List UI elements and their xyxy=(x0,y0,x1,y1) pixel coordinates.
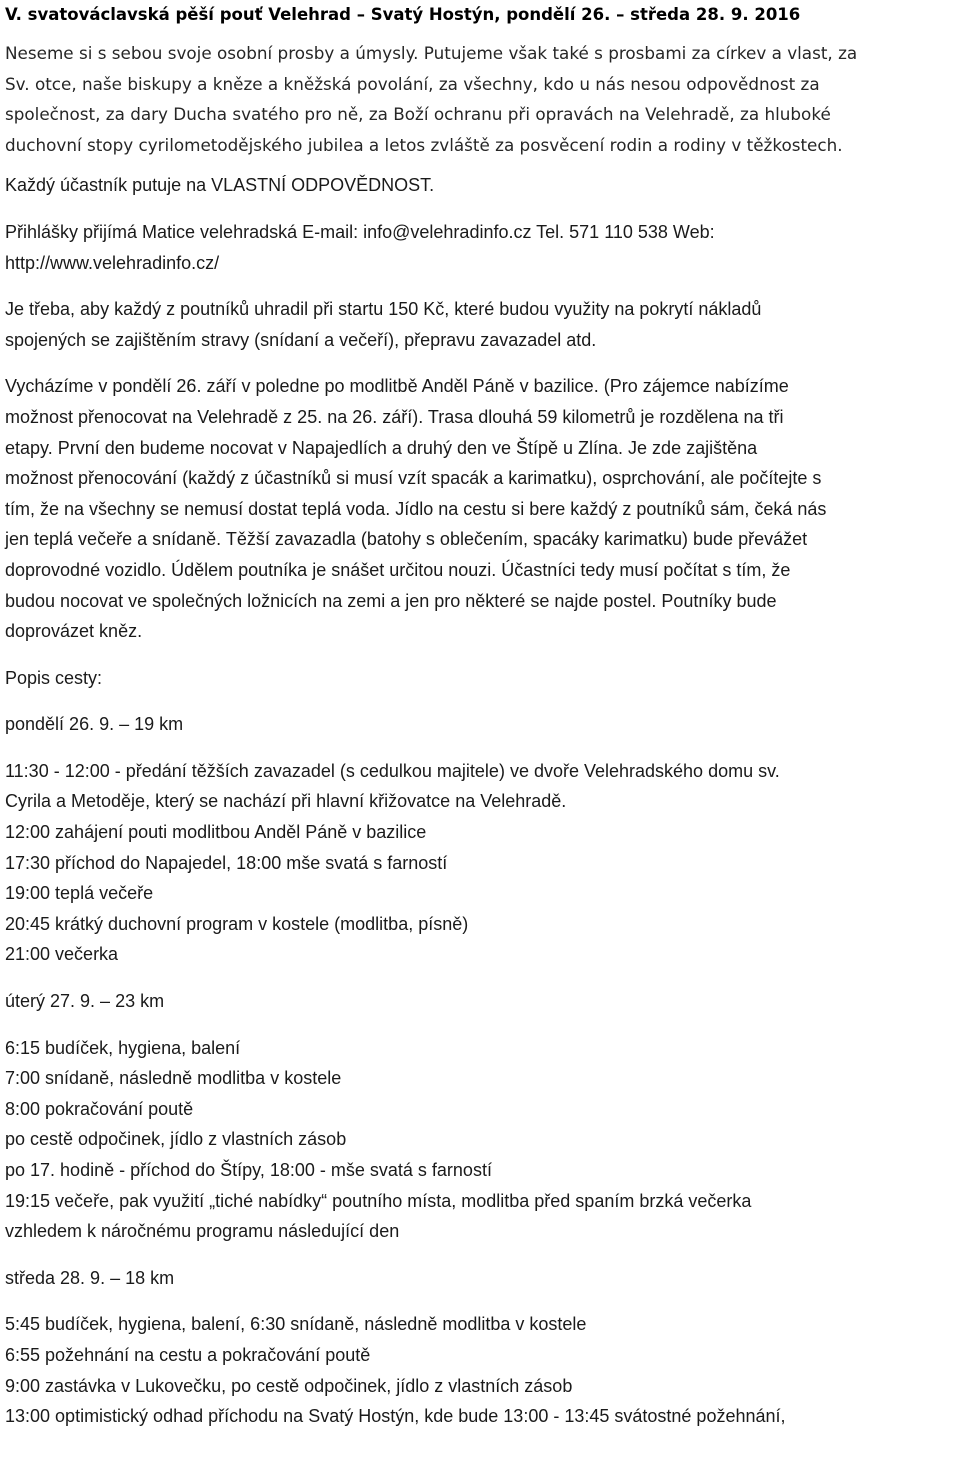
schedule-monday xyxy=(5,756,955,970)
day-heading-text: pondělí 26. 9. – 19 km xyxy=(5,714,184,735)
route-heading xyxy=(5,663,955,694)
schedule-item: 5:45 budíček, hygiena, balení, 6:30 snídaně, následně modlitba v kostele xyxy=(5,1314,587,1335)
info-line: Vycházíme v pondělí 26. září v poledne po modlitbě Anděl Páně v bazilice. (Pro zájemce nabízíme xyxy=(5,376,789,397)
intro-line: společnost, za dary Ducha svatého pro ně, za Boží ochranu při opravách na Velehradě, za hluboké xyxy=(5,104,831,125)
schedule-item: po 17. hodině - příchod do Štípy, 18:00 - mše svatá s farností xyxy=(5,1160,492,1180)
info-line: doprovázet kněz. xyxy=(5,621,143,642)
intro-line: duchovní stopy cyrilometodějského jubilea a letos zvláště za posvěcení rodin a rodiny v těžkostech. xyxy=(5,134,843,155)
schedule-wednesday xyxy=(5,1309,955,1431)
responsibility-text: Každý účastník putuje na VLASTNÍ ODPOVĚDNOST. xyxy=(5,175,435,196)
day-heading-monday xyxy=(5,709,955,740)
schedule-item: 19:15 večeře, pak využití „tiché nabídky“ poutního místa, modlitba před spaním brzká večerka xyxy=(5,1190,752,1211)
registration-line: http://www.velehradinfo.cz/ xyxy=(5,252,220,273)
info-line: etapy. První den budeme nocovat v Napajedlích a druhý den ve Štípě u Zlína. Je zde zajištěna xyxy=(5,437,758,458)
schedule-item: 11:30 - 12:00 - předání těžších zavazadel (s cedulkou majitele) ve dvoře Velehradského domu sv. xyxy=(5,760,780,781)
registration-line: Přihlášky přijímá Matice velehradská E-mail: info@velehradinfo.cz Tel. 571 110 538 Web: xyxy=(5,221,715,242)
info-line: jen teplá večeře a snídaně. Těžší zavazadla (batohy s oblečením, spacáky karimatku) bude převážet xyxy=(5,529,808,550)
day-heading-tuesday xyxy=(5,986,955,1017)
fee-paragraph xyxy=(5,294,955,355)
schedule-item: 20:45 krátký duchovní program v kostele (modlitba, písně) xyxy=(5,913,469,934)
schedule-item: 8:00 pokračování poutě xyxy=(5,1098,194,1119)
schedule-item: 6:15 budíček, hygiena, balení xyxy=(5,1037,241,1058)
responsibility-paragraph xyxy=(5,170,955,201)
day-heading-text: středa 28. 9. – 18 km xyxy=(5,1267,175,1288)
day-heading-text: úterý 27. 9. – 23 km xyxy=(5,991,165,1012)
info-line: doprovodné vozidlo. Údělem poutníka je snášet určitou nouzi. Účastníci tedy musí počítat s tím, že xyxy=(5,559,791,580)
schedule-item: 6:55 požehnání na cestu a pokračování poutě xyxy=(5,1344,371,1365)
intro-paragraph xyxy=(5,38,955,160)
schedule-item: 9:00 zastávka v Lukovečku, po cestě odpočinek, jídlo z vlastních zásob xyxy=(5,1375,573,1396)
schedule-item: 7:00 snídaně, následně modlitba v kostele xyxy=(5,1068,342,1089)
document-page xyxy=(5,0,955,1432)
fee-line: Je třeba, aby každý z poutníků uhradil při startu 150 Kč, které budou využity na pokrytí nákladů xyxy=(5,299,762,320)
document-title: V. svatováclavská pěší pouť Velehrad – Svatý Hostýn, pondělí 26. – středa 28. 9. 2016 xyxy=(5,5,801,24)
schedule-item: vzhledem k náročnému programu následující den xyxy=(5,1221,400,1242)
intro-line: Sv. otce, naše biskupy a kněze a kněžská povolání, za všechny, kdo u nás nesou odpovědnost za xyxy=(5,73,820,94)
fee-line: spojených se zajištěním stravy (snídaní a večeří), přepravu zavazadel atd. xyxy=(5,329,597,350)
schedule-item: 13:00 optimistický odhad příchodu na Svatý Hostýn, kde bude 13:00 - 13:45 svátostné požehnání, xyxy=(5,1406,786,1427)
schedule-item: po cestě odpočinek, jídlo z vlastních zásob xyxy=(5,1129,347,1150)
registration-paragraph xyxy=(5,217,955,278)
schedule-item: 17:30 příchod do Napajedel, 18:00 mše svatá s farností xyxy=(5,852,448,873)
schedule-item: 12:00 zahájení pouti modlitbou Anděl Páně v bazilice xyxy=(5,822,427,843)
schedule-item: Cyrila a Metoděje, který se nachází při hlavní křižovatce na Velehradě. xyxy=(5,791,567,812)
info-line: možnost přenocování (každý z účastníků si musí vzít spacák a karimatku), osprchování, ale počítejte s xyxy=(5,468,822,489)
info-line: budou nocovat ve společných ložnicích na zemi a jen pro některé se najde postel. Poutníky bude xyxy=(5,590,777,611)
schedule-item: 21:00 večerka xyxy=(5,944,119,965)
route-heading-text: Popis cesty: xyxy=(5,667,103,688)
schedule-item: 19:00 teplá večeře xyxy=(5,883,154,904)
info-paragraph xyxy=(5,371,955,646)
info-line: možnost přenocovat na Velehradě z 25. na 26. září). Trasa dlouhá 59 kilometrů je rozdělena na tři xyxy=(5,406,784,427)
day-heading-wednesday xyxy=(5,1263,955,1294)
info-line: tím, že na všechny se nemusí dostat teplá voda. Jídlo na cestu si bere každý z poutníků sám, čeká nás xyxy=(5,498,827,519)
intro-line: Neseme si s sebou svoje osobní prosby a úmysly. Putujeme však také s prosbami za církev a vlast, za xyxy=(5,43,858,63)
schedule-tuesday xyxy=(5,1033,955,1247)
